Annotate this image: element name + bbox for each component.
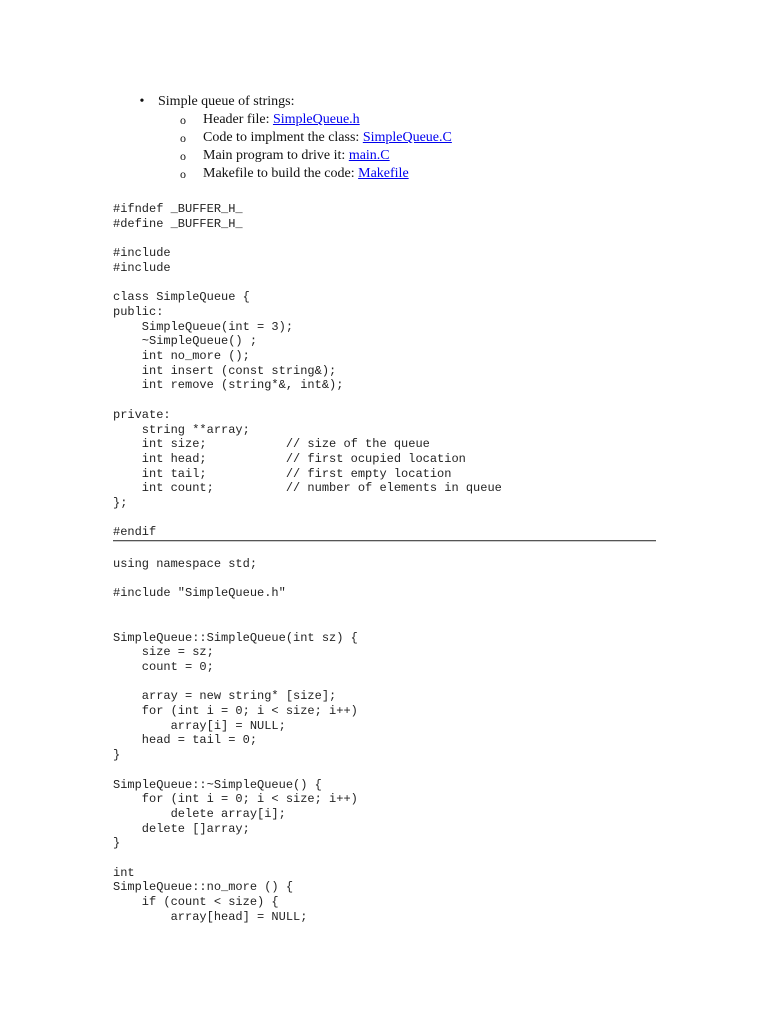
sub-item-label: Main program to drive it: [203,148,349,163]
link-main-c[interactable]: main.C [348,148,390,163]
header-code-block: #ifndef _BUFFER_H_ #define _BUFFER_H_ #include #include class SimpleQueue { public: SimpleQueue(int = 3); ~SimpleQueue() ; int no_more (); int insert (const string&); int remove (string*&, int&); private: string **array; int size; // size of the queue int head; // first ocupied location int tail; // first empty location int count; // number of elements in queue }; #endif [113,202,502,540]
link-simplequeue-c[interactable]: SimpleQueue.C [362,130,452,145]
sub-bullet-marker: o [180,149,186,163]
sub-item-label: Makefile to build the code: [203,166,359,181]
sub-item-label: Header file: [203,112,273,127]
horizontal-divider [113,540,656,542]
list-title: Simple queue of strings: [158,94,295,109]
sub-bullet-marker: o [180,131,186,145]
implementation-code-block: using namespace std; #include "SimpleQueue.h" SimpleQueue::SimpleQueue(int sz) { size = sz; count = 0; array = new string* [size]; for (int i = 0; i < size; i++) array[i] = NULL; head = tail = 0; } SimpleQueue::~SimpleQueue() { for (int i = 0; i < size; i++) delete array[i]; delete []array; } int SimpleQueue::no_more () { if (count < size) { array[head] = NULL; [113,557,358,924]
sub-item-label: Code to implment the class: [203,130,363,145]
link-makefile[interactable]: Makefile [358,166,409,181]
bullet-marker: • [139,94,145,109]
link-simplequeue-h[interactable]: SimpleQueue.h [272,112,360,127]
sub-bullet-marker: o [180,113,186,127]
sub-bullet-marker: o [180,167,186,181]
